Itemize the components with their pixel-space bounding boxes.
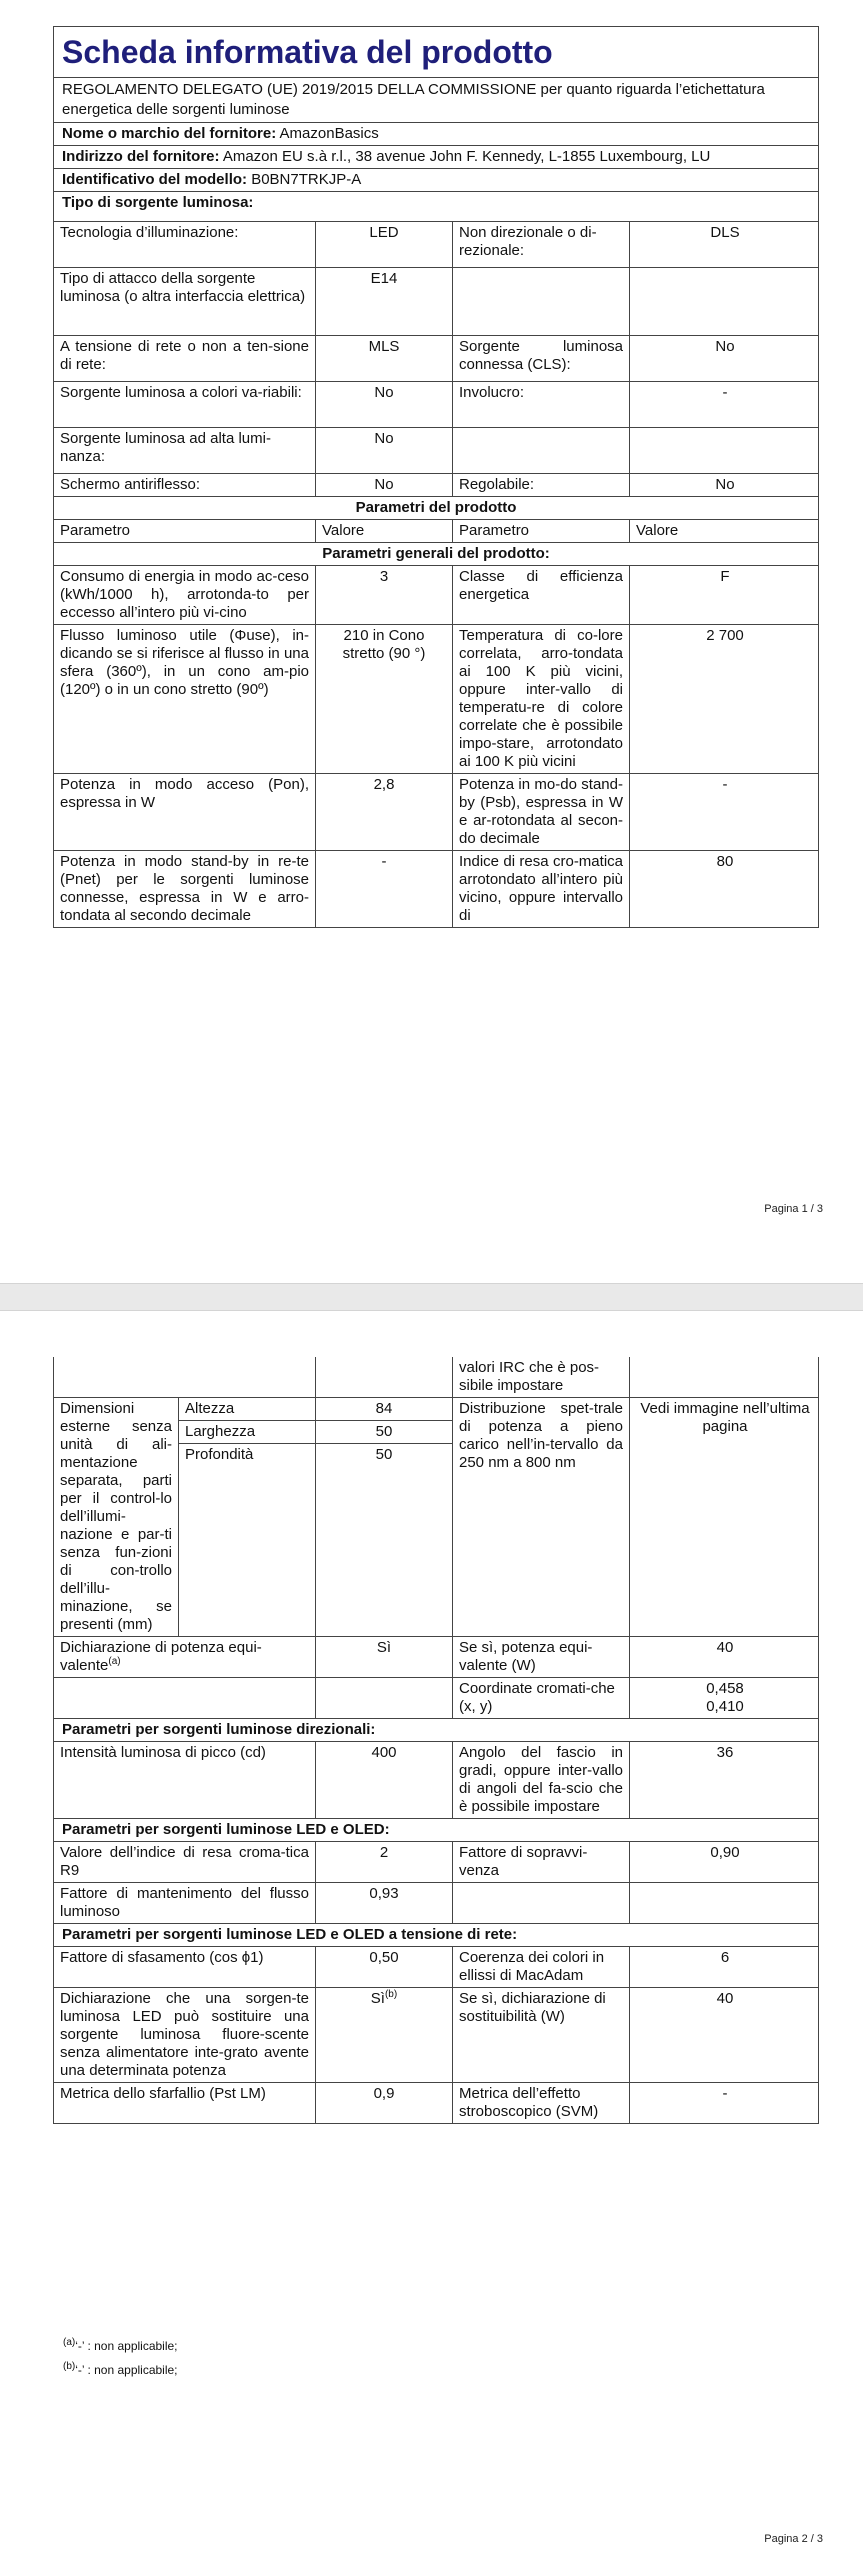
flux-label: Flusso luminoso utile (Φuse), in-dicando se si riferisce al flusso in una sfera (360º), in un cono am-pio (120º) o in un cono stretto (90º) (54, 625, 316, 773)
cont-empty-d (630, 1357, 820, 1397)
address-row (54, 146, 818, 169)
cct-label: Temperatura di co-lore correlata, arro-tondata ai 100 K più vicini, oppure inter-vallo di temperatu-re di colore correlate che è possibile impo-stare, arrotondato ai 100 K più vicini (453, 625, 630, 773)
replacement-watt-label: Se sì, dichiarazione di sostituibilità (W) (453, 1988, 630, 2082)
param-header-1: Parametro (54, 520, 316, 542)
general-row-flux (54, 625, 818, 774)
svm-label: Metrica dell’effetto stroboscopico (SVM) (453, 2083, 630, 2123)
beam-angle-value: 36 (716, 1744, 734, 1761)
regulation-text: REGOLAMENTO DELEGATO (UE) 2019/2015 DELLA COMMISSIONE per quanto riguarda l’etichettatura energetica delle sorgenti luminose (54, 78, 818, 123)
peak-intensity-value: 400 (316, 1742, 453, 1818)
equivalent-label-cell (54, 1637, 316, 1677)
flux-value: 210 in Cono stretto (90 °) (316, 625, 453, 773)
flicker-row (54, 2083, 818, 2123)
led-params-header: Parametri per sorgenti luminose LED e OLED: (54, 1819, 818, 1842)
mains-led-params-header: Parametri per sorgenti luminose LED e OLED a tensione di rete: (54, 1924, 818, 1947)
displacement-value: 0,50 (316, 1947, 453, 1987)
value-header-2: Valore (636, 522, 679, 539)
model-row (54, 169, 818, 192)
peak-intensity-row (54, 1742, 818, 1819)
energy-label: Consumo di energia in modo ac-ceso (kWh/1000 h), arrotonda-to per eccesso all’intero più vi-cino (54, 566, 316, 624)
equivalent-watt-value: 40 (716, 1639, 734, 1656)
footnote-b-marker: (b) (63, 2361, 76, 2372)
chromaticity-x: 0,458 (706, 1680, 744, 1697)
cont-empty-b (316, 1357, 453, 1397)
type-header: Tipo di sorgente luminosa: (54, 192, 818, 222)
net-standby-value: - (316, 851, 453, 927)
product-sheet-table-continued (53, 1357, 819, 2124)
r9-row (54, 1842, 818, 1883)
param-header-2: Parametro (453, 520, 630, 542)
cap-label: Tipo di attacco della sorgente luminosa (o altra interfaccia elettrica) (54, 268, 316, 335)
cri-continuation-row (54, 1357, 818, 1398)
dimensions-row (54, 1398, 818, 1637)
mains-value: MLS (316, 336, 453, 381)
efficiency-class-value: F (720, 568, 730, 585)
replacement-value-cell (316, 1988, 453, 2082)
standby-power-label: Potenza in mo-do stand-by (Psb), espressa in W e ar-rotondata al secon-do decimale (453, 774, 630, 850)
luminance-value: No (316, 428, 453, 473)
cont-empty-a (54, 1357, 316, 1397)
general-row-network-standby (54, 851, 818, 927)
type-row-luminance (54, 428, 818, 474)
equivalent-watt-label: Se sì, potenza equi-valente (W) (453, 1637, 630, 1677)
page-number-1: Pagina 1 / 3 (764, 1203, 823, 1215)
dimmable-value: No (715, 476, 735, 493)
maintenance-value: 0,93 (316, 1883, 453, 1923)
macadam-value: 6 (720, 1949, 730, 1966)
svm-value: - (722, 2085, 728, 2102)
maintenance-label: Fattore di mantenimento del flusso luminoso (54, 1883, 316, 1923)
survival-label: Fattore di sopravvi-venza (453, 1842, 630, 1882)
general-row-energy (54, 566, 818, 625)
displacement-label: Fattore di sfasamento (cos ϕ1) (54, 1947, 316, 1987)
depth-value: 50 (375, 1446, 393, 1463)
tech-label: Tecnologia d’illuminazione: (54, 222, 316, 267)
page-2 (0, 1311, 863, 2560)
dimmable-label: Regolabile: (453, 474, 630, 496)
macadam-label: Coerenza dei colori in ellissi di MacAdam (453, 1947, 630, 1987)
directional-label: Non direzionale o di-rezionale: (453, 222, 630, 267)
replacement-label: Dichiarazione che una sorgen-te luminosa LED può sostituire una sorgente luminosa fluore-scente senza alimentatore inte-grato avente una determinata potenza (54, 1988, 316, 2082)
displacement-row (54, 1947, 818, 1988)
cct-value: 2 700 (706, 627, 744, 644)
maint-empty-c (453, 1883, 630, 1923)
flicker-label: Metrica dello sfarfallio (Pst LM) (54, 2083, 316, 2123)
width-value: 50 (316, 1421, 452, 1444)
chromaticity-y: 0,410 (706, 1698, 744, 1715)
r9-value: 2 (316, 1842, 453, 1882)
dimensions-cell (54, 1398, 316, 1636)
replacement-row (54, 1988, 818, 2083)
cap-empty-d (630, 268, 820, 335)
net-standby-label: Potenza in modo stand-by in re-te (Pnet) per le sorgenti luminose connesse, espressa in W e arro-tondata al secondo decimale (54, 851, 316, 927)
footnote-b (63, 2361, 178, 2379)
value-header-1: Valore (316, 520, 453, 542)
equivalent-value: Sì (316, 1637, 453, 1677)
chroma-empty-b (316, 1678, 453, 1718)
type-row-glare (54, 474, 818, 497)
replacement-value: Sì (370, 1990, 385, 2007)
type-row-cap (54, 268, 818, 336)
dimensions-sublabels (179, 1398, 316, 1636)
efficiency-class-label: Classe di efficienza energetica (453, 566, 630, 624)
envelope-value: - (722, 384, 728, 401)
maint-empty-d (630, 1883, 820, 1923)
envelope-label: Involucro: (453, 382, 630, 427)
width-label: Larghezza (179, 1421, 316, 1444)
general-params-header: Parametri generali del prodotto: (54, 543, 818, 566)
energy-value: 3 (316, 566, 453, 624)
luminance-empty-c (453, 428, 630, 473)
directional-params-header: Parametri per sorgenti luminose direzionali: (54, 1719, 818, 1742)
chromaticity-row (54, 1678, 818, 1719)
cri-continuation-text: valori IRC che è pos-sibile impostare (453, 1357, 630, 1397)
page-number-2: Pagina 2 / 3 (764, 2533, 823, 2545)
replacement-watt-value: 40 (716, 1990, 734, 2007)
supplier-label: Nome o marchio del fornitore: (62, 125, 277, 142)
colour-label: Sorgente luminosa a colori va-riabili: (54, 382, 316, 427)
luminance-label: Sorgente luminosa ad alta lumi-nanza: (54, 428, 316, 473)
dimensions-label: Dimensioni esterne senza unità di ali-mentazione separata, parti per il control-lo dell’illumi-nazione e par-ti senza fun-zioni di con-trollo dell’illu-minazione, se presenti (mm) (54, 1398, 179, 1636)
replacement-footnote-ref: (b) (384, 1989, 398, 2000)
spd-value: Vedi immagine nell’ultima pagina (640, 1400, 810, 1435)
directional-value: DLS (710, 224, 740, 241)
type-row-tech (54, 222, 818, 268)
cls-value: No (715, 338, 735, 355)
beam-angle-label: Angolo del fascio in gradi, oppure inter-vallo di angoli del fa-scio che è possibile impostare (453, 1742, 630, 1818)
address-value: Amazon EU s.à r.l., 38 avenue John F. Kennedy, L-1855 Luxembourg, LU (222, 148, 711, 165)
address-label: Indirizzo del fornitore: (62, 148, 220, 165)
supplier-value: AmazonBasics (279, 125, 379, 142)
chromaticity-label: Coordinate cromati-che (x, y) (453, 1678, 630, 1718)
chromaticity-values (630, 1678, 820, 1718)
model-label: Identificativo del modello: (62, 171, 248, 188)
footnote-a-text: ‘-’ : non applicabile; (75, 2339, 178, 2353)
equivalent-footnote-ref: (a) (108, 1656, 121, 1667)
equivalent-label: Dichiarazione di potenza equi-valente (60, 1639, 262, 1674)
cls-label: Sorgente luminosa connessa (CLS): (453, 336, 630, 381)
cri-value: 80 (716, 853, 734, 870)
dimensions-values (316, 1398, 453, 1636)
r9-label: Valore dell’indice di resa croma-tica R9 (54, 1842, 316, 1882)
params-column-headers (54, 520, 818, 543)
survival-value: 0,90 (710, 1844, 740, 1861)
glare-value: No (316, 474, 453, 496)
footnote-b-text: ‘-’ : non applicabile; (75, 2363, 178, 2377)
on-power-value: 2,8 (316, 774, 453, 850)
peak-intensity-label: Intensità luminosa di picco (cd) (54, 1742, 316, 1818)
page-separator (0, 1283, 863, 1311)
standby-power-value: - (722, 776, 728, 793)
type-row-mains (54, 336, 818, 382)
tech-value: LED (316, 222, 453, 267)
glare-label: Schermo antiriflesso: (54, 474, 316, 496)
depth-label: Profondità (185, 1446, 254, 1463)
chroma-empty-a (54, 1678, 316, 1718)
cap-empty-c (453, 268, 630, 335)
luminance-empty-d (630, 428, 820, 473)
on-power-label: Potenza in modo acceso (Pon), espressa in W (54, 774, 316, 850)
product-params-header: Parametri del prodotto (54, 497, 818, 520)
height-label: Altezza (179, 1398, 316, 1421)
supplier-row (54, 123, 818, 146)
cri-label: Indice di resa cro-matica arrotondato all’intero più vicino, oppure intervallo di (453, 851, 630, 927)
page-title: Scheda informativa del prodotto (54, 27, 818, 78)
flicker-value: 0,9 (316, 2083, 453, 2123)
footnote-a (63, 2337, 178, 2355)
height-value: 84 (316, 1398, 452, 1421)
footnote-a-marker: (a) (63, 2337, 76, 2348)
general-row-power (54, 774, 818, 851)
colour-value: No (316, 382, 453, 427)
maintenance-row (54, 1883, 818, 1924)
model-value: B0BN7TRKJP-A (251, 171, 362, 188)
equivalent-row (54, 1637, 818, 1678)
type-row-colour (54, 382, 818, 428)
cap-value: E14 (316, 268, 453, 335)
spd-label: Distribuzione spet-trale di potenza a pieno carico nell’in-tervallo da 250 nm a 800 nm (453, 1398, 630, 1636)
product-sheet-table (53, 26, 819, 928)
mains-label: A tensione di rete o non a ten-sione di rete: (54, 336, 316, 381)
